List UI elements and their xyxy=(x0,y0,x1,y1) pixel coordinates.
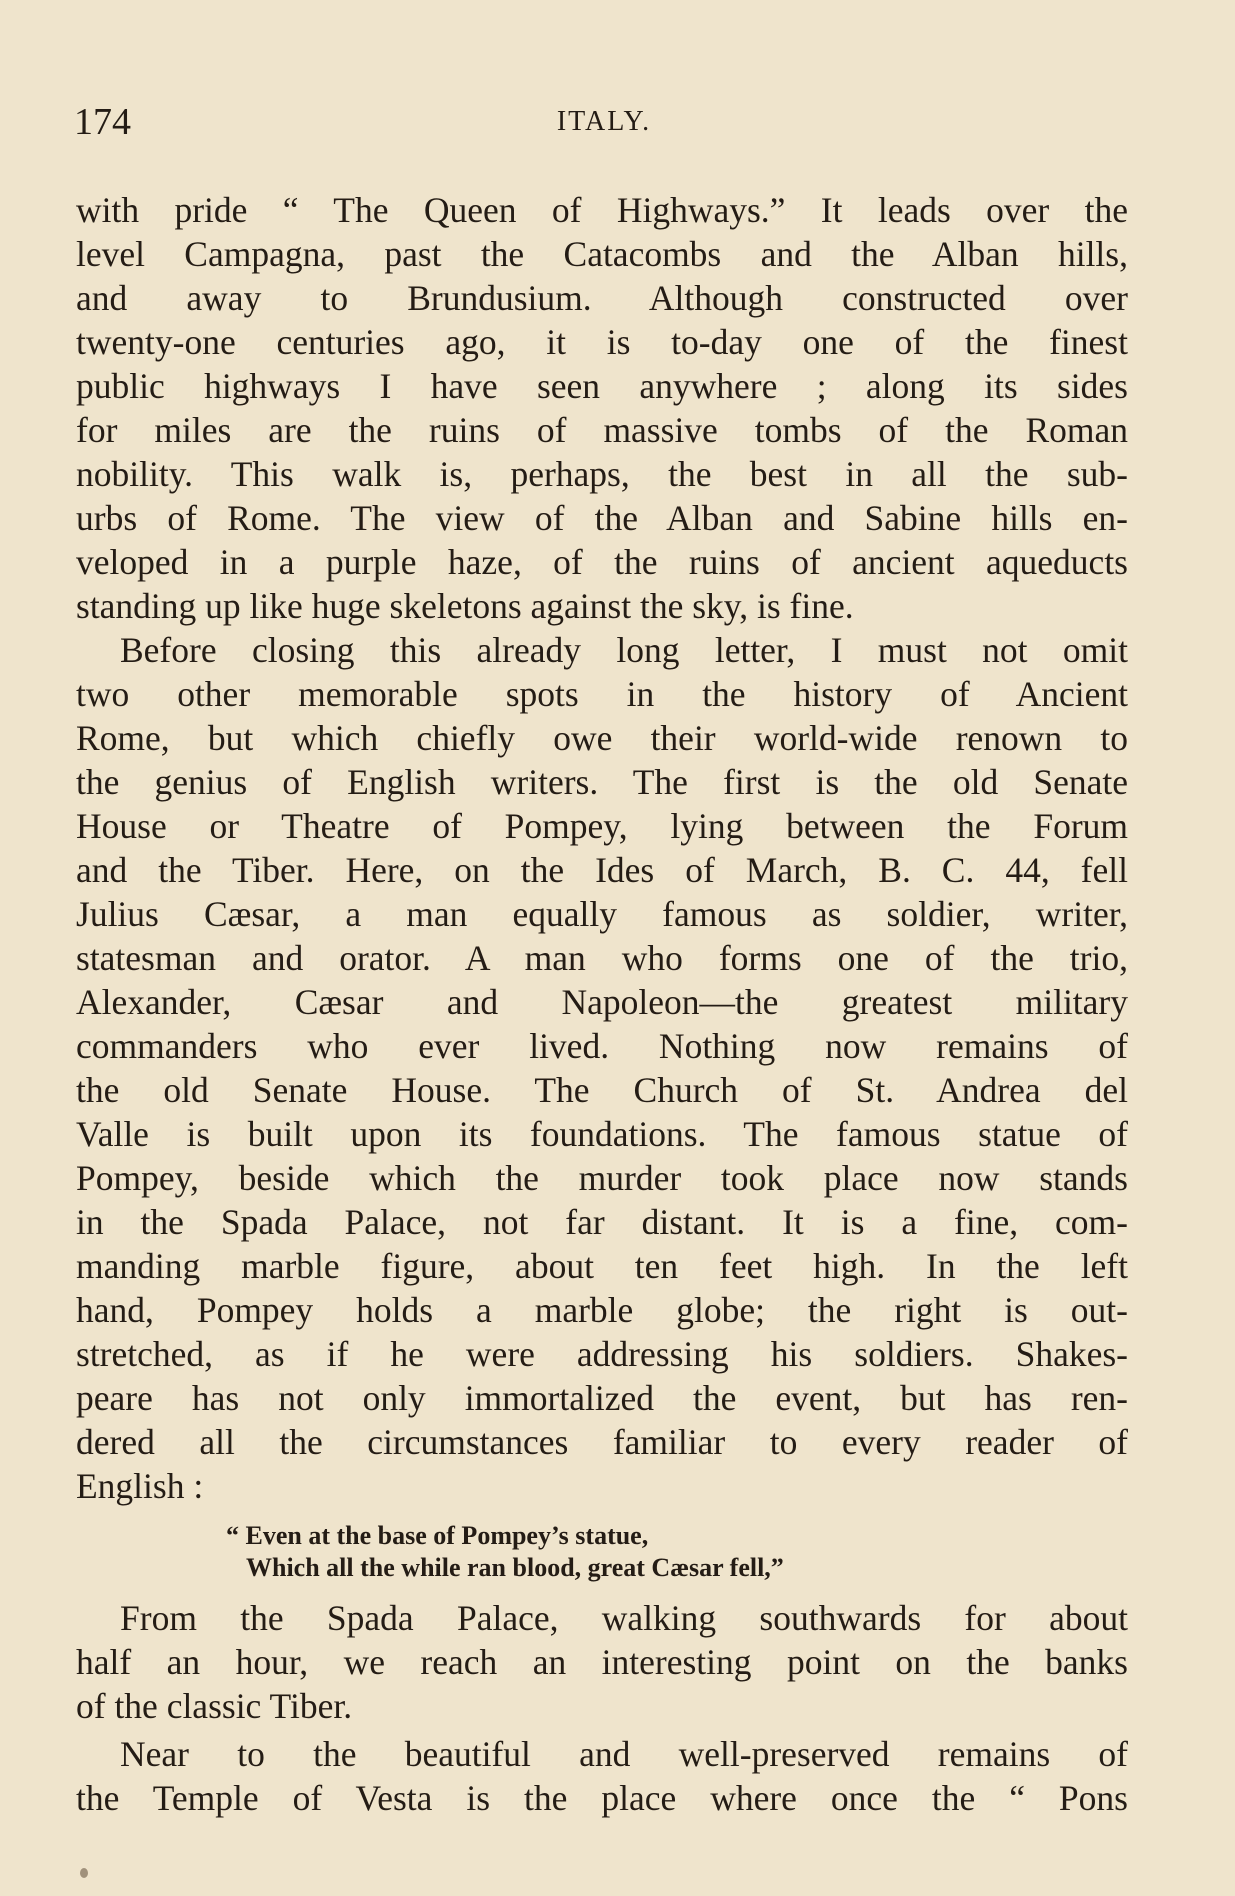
text-line: Julius Cæsar, a man equally famous as soldier, writer, xyxy=(76,894,1128,934)
text-line: House or Theatre of Pompey, lying between the Forum xyxy=(76,806,1128,846)
verse-quote xyxy=(76,1520,1128,1584)
text-line: Alexander, Cæsar and Napoleon—the greatest military xyxy=(76,982,1128,1022)
text-line: the genius of English writers. The first is the old Senate xyxy=(76,762,1128,802)
quote-line: “ Even at the base of Pompey’s statue, xyxy=(226,1521,649,1550)
text-line: half an hour, we reach an interesting point on the banks xyxy=(76,1642,1128,1682)
text-line: Pompey, beside which the murder took place now stands xyxy=(76,1158,1128,1198)
text-line: Valle is built upon its foundations. The famous statue of xyxy=(76,1114,1128,1154)
quote-line: Which all the while ran blood, great Cæsar fell,” xyxy=(246,1553,784,1582)
paragraph xyxy=(76,1732,1128,1820)
text-line: two other memorable spots in the history of Ancient xyxy=(76,674,1128,714)
text-line: level Campagna, past the Catacombs and the Alban hills, xyxy=(76,234,1128,274)
text-line: dered all the circumstances familiar to every reader of xyxy=(76,1422,1128,1462)
text-line: twenty-one centuries ago, it is to-day one of the finest xyxy=(76,322,1128,362)
page-number: 174 xyxy=(74,101,131,143)
text-line: Near to the beautiful and well-preserved remains of xyxy=(120,1734,1128,1774)
text-line: with pride “ The Queen of Highways.” It leads over the xyxy=(76,190,1128,230)
text-line: From the Spada Palace, walking southwards for about xyxy=(120,1598,1128,1638)
text-line: the old Senate House. The Church of St. Andrea del xyxy=(76,1070,1128,1110)
text-line: urbs of Rome. The view of the Alban and Sabine hills en- xyxy=(76,498,1128,538)
text-line: the Temple of Vesta is the place where once the “ Pons xyxy=(76,1778,1128,1818)
text-line: English : xyxy=(76,1466,204,1506)
page-header xyxy=(74,100,1134,150)
text-line: of the classic Tiber. xyxy=(76,1686,353,1726)
paragraph xyxy=(76,1596,1128,1728)
running-title: ITALY. xyxy=(556,106,652,137)
text-line: commanders who ever lived. Nothing now remains of xyxy=(76,1026,1128,1066)
text-line: in the Spada Palace, not far distant. It is a fine, com- xyxy=(76,1202,1128,1242)
text-line: for miles are the ruins of massive tombs of the Roman xyxy=(76,410,1128,450)
text-line: Before closing this already long letter, I must not omit xyxy=(120,630,1128,670)
text-line: public highways I have seen anywhere ; along its sides xyxy=(76,366,1128,406)
text-line: hand, Pompey holds a marble globe; the right is out- xyxy=(76,1290,1128,1330)
paragraph xyxy=(76,188,1128,628)
text-line: and away to Brundusium. Although constructed over xyxy=(76,278,1128,318)
text-line: nobility. This walk is, perhaps, the best in all the sub- xyxy=(76,454,1128,494)
paragraph xyxy=(76,628,1128,1508)
text-line: standing up like huge skeletons against the sky, is fine. xyxy=(76,586,854,626)
text-line: manding marble figure, about ten feet high. In the left xyxy=(76,1246,1128,1286)
paper-speck xyxy=(80,1868,88,1878)
text-line: peare has not only immortalized the event, but has ren- xyxy=(76,1378,1128,1418)
text-line: and the Tiber. Here, on the Ides of March, B. C. 44, fell xyxy=(76,850,1128,890)
text-line: Rome, but which chiefly owe their world-wide renown to xyxy=(76,718,1128,758)
text-line: veloped in a purple haze, of the ruins of ancient aqueducts xyxy=(76,542,1128,582)
body-text xyxy=(76,188,1128,1820)
text-line: statesman and orator. A man who forms one of the trio, xyxy=(76,938,1128,978)
text-line: stretched, as if he were addressing his soldiers. Shakes- xyxy=(76,1334,1128,1374)
